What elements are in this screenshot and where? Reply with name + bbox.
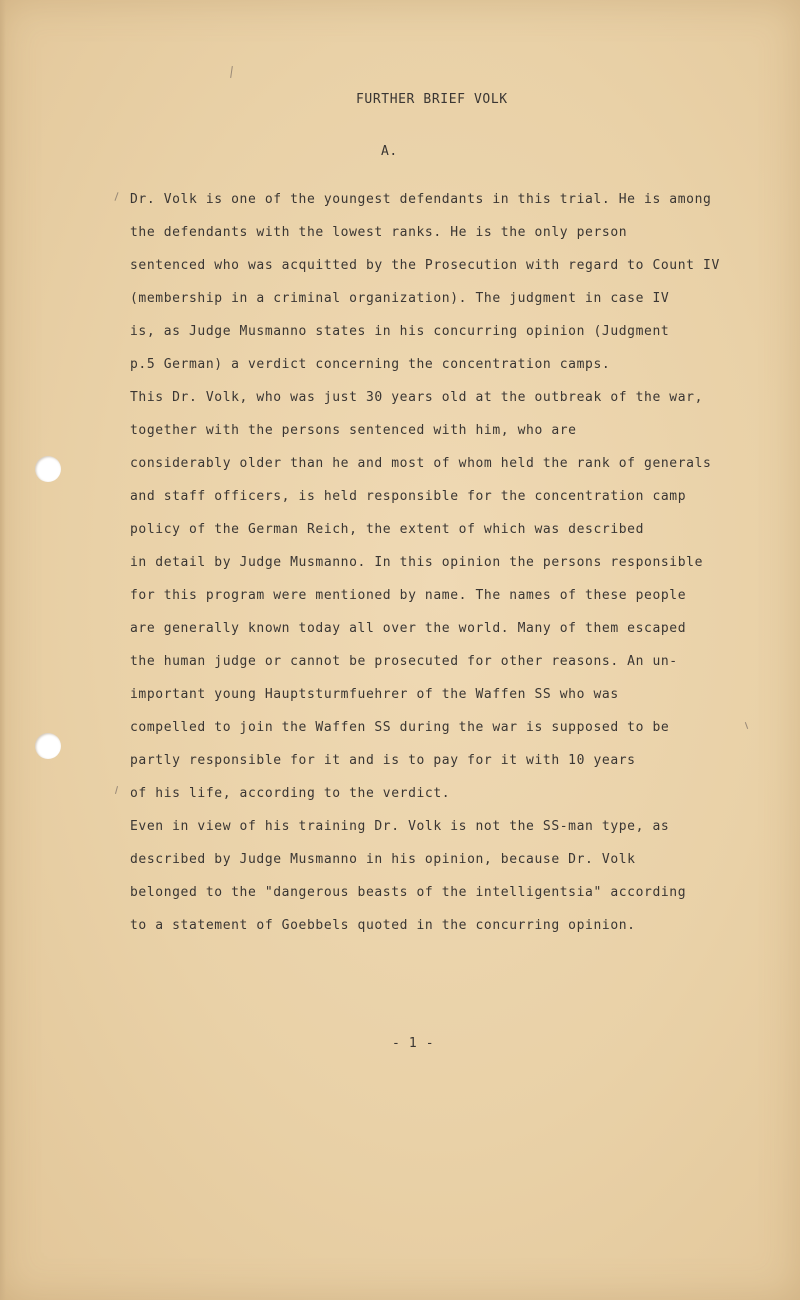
text-line: are generally known today all over the world. Many of them escaped: [130, 621, 687, 636]
text-line: policy of the German Reich, the extent of which was described: [130, 522, 645, 537]
text-line: of his life, according to the verdict.: [130, 786, 451, 801]
paper-mark: [745, 722, 748, 729]
text-line: to a statement of Goebbels quoted in the concurring opinion.: [130, 918, 636, 933]
body-text: [130, 190, 730, 949]
paper-mark: [115, 786, 118, 794]
text-line: (membership in a criminal organization). The judgment in case IV: [130, 291, 670, 306]
text-line: Even in view of his training Dr. Volk is not the SS-man type, as: [130, 819, 670, 834]
punch-hole: [35, 456, 61, 482]
text-line: Dr. Volk is one of the youngest defendants in this trial. He is among: [130, 192, 712, 207]
text-line: in detail by Judge Musmanno. In this opinion the persons responsible: [130, 555, 704, 570]
text-line: compelled to join the Waffen SS during the war is supposed to be: [130, 720, 670, 735]
text-line: together with the persons sentenced with him, who are: [130, 423, 577, 438]
text-line: the defendants with the lowest ranks. He is the only person: [130, 225, 628, 240]
page-number: - 1 -: [392, 1036, 435, 1051]
document-title: FURTHER BRIEF VOLK: [356, 92, 508, 107]
text-line: for this program were mentioned by name. The names of these people: [130, 588, 687, 603]
page-edge-shadow: [0, 0, 6, 1300]
text-line: important young Hauptsturmfuehrer of the Waffen SS who was: [130, 687, 619, 702]
text-line: considerably older than he and most of whom held the rank of generals: [130, 456, 712, 471]
text-line: p.5 German) a verdict concerning the concentration camps.: [130, 357, 611, 372]
text-line: is, as Judge Musmanno states in his concurring opinion (Judgment: [130, 324, 670, 339]
text-line: This Dr. Volk, who was just 30 years old at the outbreak of the war,: [130, 390, 704, 405]
punch-hole: [35, 733, 61, 759]
text-line: sentenced who was acquitted by the Prosecution with regard to Count IV: [130, 258, 720, 273]
text-line: partly responsible for it and is to pay for it with 10 years: [130, 753, 636, 768]
text-line: belonged to the "dangerous beasts of the intelligentsia" according: [130, 885, 687, 900]
paper-mark: [114, 192, 118, 201]
text-line: the human judge or cannot be prosecuted for other reasons. An un-: [130, 654, 678, 669]
paper-mark: [230, 66, 233, 78]
text-line: described by Judge Musmanno in his opinion, because Dr. Volk: [130, 852, 636, 867]
text-line: and staff officers, is held responsible for the concentration camp: [130, 489, 687, 504]
section-heading: A.: [381, 144, 398, 159]
